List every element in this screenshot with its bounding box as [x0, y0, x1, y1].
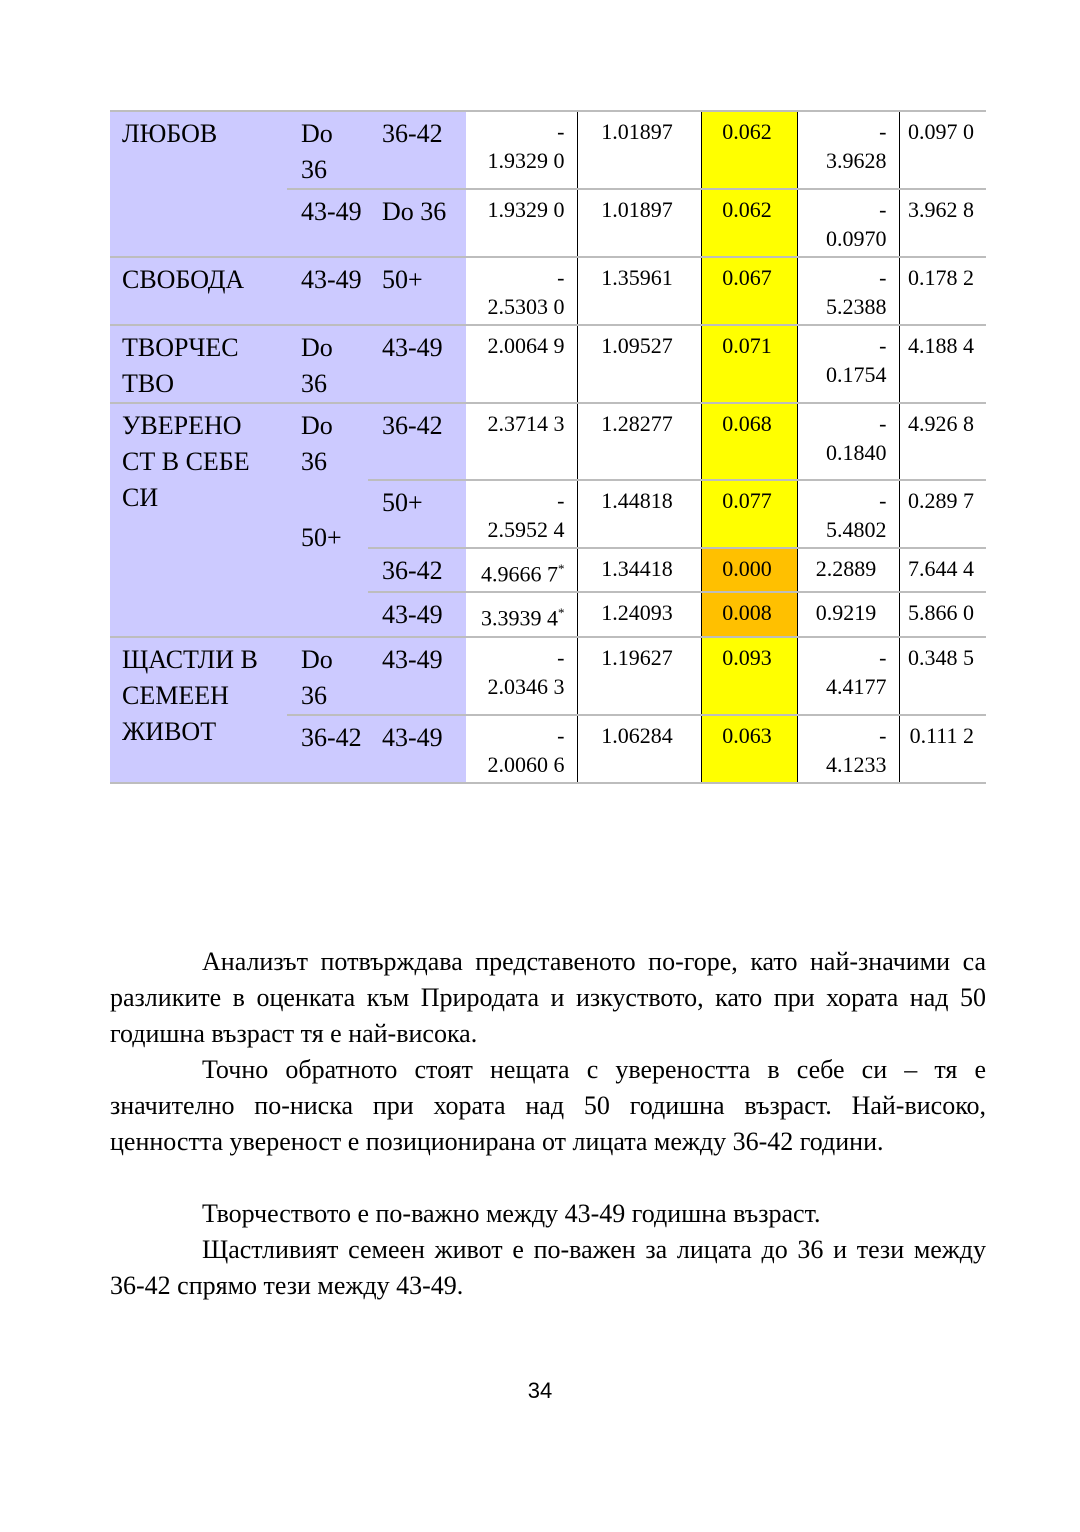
- group-i-cell: 50+: [287, 480, 368, 637]
- lower-bound-cell: - 5.4802: [797, 480, 899, 548]
- page-number: 34: [527, 1378, 553, 1403]
- group-j-cell: Do 36: [368, 189, 466, 257]
- group-i-cell: Do 36: [287, 403, 368, 480]
- group-j-cell: 50+: [368, 480, 466, 548]
- group-j-cell: 36-42: [368, 403, 466, 480]
- value-cell-creativity: ТВОРЧЕС ТВО: [110, 325, 287, 403]
- mean-diff-cell: 3.3939 4*: [466, 592, 577, 636]
- std-error-cell: 1.09527: [577, 325, 701, 403]
- upper-bound-cell: 0.348 5: [899, 637, 986, 715]
- upper-bound-cell: 4.188 4: [899, 325, 986, 403]
- significance-cell: 0.008: [701, 592, 797, 636]
- group-j-cell: 43-49: [368, 637, 466, 715]
- group-i-cell: 43-49: [287, 257, 368, 325]
- posthoc-table-container: [110, 110, 986, 784]
- std-error-cell: 1.34418: [577, 548, 701, 592]
- paragraph-confidence: Точно обратното стоят нещата с увереността в себе си – тя е значително по-ниска при хората над 50 годишна възраст. Най-високо, ценността увереност е позиционирана от лицата между 36-42 години.: [110, 1055, 986, 1156]
- upper-bound-cell: 0.097 0: [899, 111, 986, 189]
- mean-diff-cell: 2.0064 9: [487, 333, 565, 358]
- lower-bound-cell: - 4.4177: [797, 637, 899, 715]
- std-error-cell: 1.24093: [577, 592, 701, 636]
- std-error-cell: 1.01897: [577, 189, 701, 257]
- upper-bound-cell: 4.926 8: [899, 403, 986, 480]
- lower-bound-cell: - 3.9628: [797, 111, 899, 189]
- mean-diff-cell: - 2.0060 6: [487, 722, 565, 777]
- significance-cell: 0.068: [701, 403, 797, 480]
- posthoc-comparison-table: [110, 110, 986, 784]
- lower-bound-cell: - 5.2388: [797, 257, 899, 325]
- group-j-cell: 36-42: [368, 548, 466, 592]
- table-row: [110, 325, 986, 403]
- value-cell-confidence: УВЕРЕНО СТ В СЕБЕ СИ: [110, 403, 287, 637]
- group-j-cell: 43-49: [368, 325, 466, 403]
- significance-cell: 0.071: [701, 325, 797, 403]
- std-error-cell: 1.35961: [577, 257, 701, 325]
- lower-bound-cell: - 4.1233: [797, 715, 899, 783]
- value-cell-freedom: СВОБОДА: [110, 257, 287, 325]
- table-row: [110, 257, 986, 325]
- mean-diff-cell: 4.9666 7*: [466, 548, 577, 592]
- mean-diff-cell: - 1.9329 0: [487, 119, 565, 173]
- significance-cell: 0.062: [701, 111, 797, 189]
- lower-bound-cell: 0.9219: [797, 592, 899, 636]
- significance-cell: 0.093: [701, 637, 797, 715]
- significance-cell: 0.063: [701, 715, 797, 783]
- value-cell-love: ЛЮБОВ: [110, 111, 287, 257]
- group-i-cell: Do 36: [287, 637, 368, 715]
- significance-cell: 0.067: [701, 257, 797, 325]
- lower-bound-cell: - 0.0970: [797, 189, 899, 257]
- group-i-cell: Do 36: [287, 325, 368, 403]
- upper-bound-cell: 3.962 8: [899, 189, 986, 257]
- mean-diff-cell: - 2.5303 0: [487, 265, 565, 319]
- upper-bound-cell: 5.866 0: [899, 592, 986, 636]
- mean-diff-cell: 2.3714 3: [487, 411, 565, 436]
- upper-bound-cell: 0.178 2: [899, 257, 986, 325]
- std-error-cell: 1.06284: [577, 715, 701, 783]
- group-j-cell: 43-49: [368, 715, 466, 783]
- mean-diff-cell: - 2.5952 4: [466, 480, 577, 548]
- significance-cell: 0.062: [701, 189, 797, 257]
- upper-bound-cell: 7.644 4: [899, 548, 986, 592]
- mean-diff-cell: 1.9329 0: [487, 197, 565, 222]
- paragraph-creativity: Творчеството е по-важно между 43-49 годишна възраст.: [202, 1199, 821, 1228]
- significance-cell: 0.000: [701, 548, 797, 592]
- group-j-cell: 50+: [368, 257, 466, 325]
- std-error-cell: 1.19627: [577, 637, 701, 715]
- group-i-cell: 43-49: [287, 189, 368, 257]
- group-j-cell: 43-49: [368, 592, 466, 636]
- lower-bound-cell: 2.2889: [797, 548, 899, 592]
- lower-bound-cell: - 0.1840: [797, 403, 899, 480]
- paragraph-nature-art: Анализът потвърждава представеното по-горе, като най-значими са разликите в оценката към Природата и изкуството, като при хората над 50 годишна възраст тя е най-висока.: [110, 947, 986, 1048]
- value-cell-happy-family: ЩАСТЛИ В СЕМЕЕН ЖИВОТ: [110, 637, 287, 783]
- mean-diff-cell: - 2.0346 3: [487, 644, 565, 699]
- std-error-cell: 1.44818: [577, 480, 701, 548]
- std-error-cell: 1.01897: [577, 111, 701, 189]
- upper-bound-cell: 0.289 7: [899, 480, 986, 548]
- group-i-cell: 36-42: [287, 715, 368, 783]
- group-j-cell: 36-42: [368, 111, 466, 189]
- table-row: [110, 637, 986, 715]
- lower-bound-cell: - 0.1754: [797, 325, 899, 403]
- paragraph-happy-family: Щастливият семеен живот е по-важен за лицата до 36 и тези между 36-42 спрямо тези между 43-49.: [110, 1235, 986, 1300]
- table-row: [110, 111, 986, 189]
- group-i-cell: Do 36: [287, 111, 368, 189]
- std-error-cell: 1.28277: [577, 403, 701, 480]
- table-row: [110, 403, 986, 480]
- upper-bound-cell: 0.111 2: [899, 715, 986, 783]
- significance-cell: 0.077: [701, 480, 797, 548]
